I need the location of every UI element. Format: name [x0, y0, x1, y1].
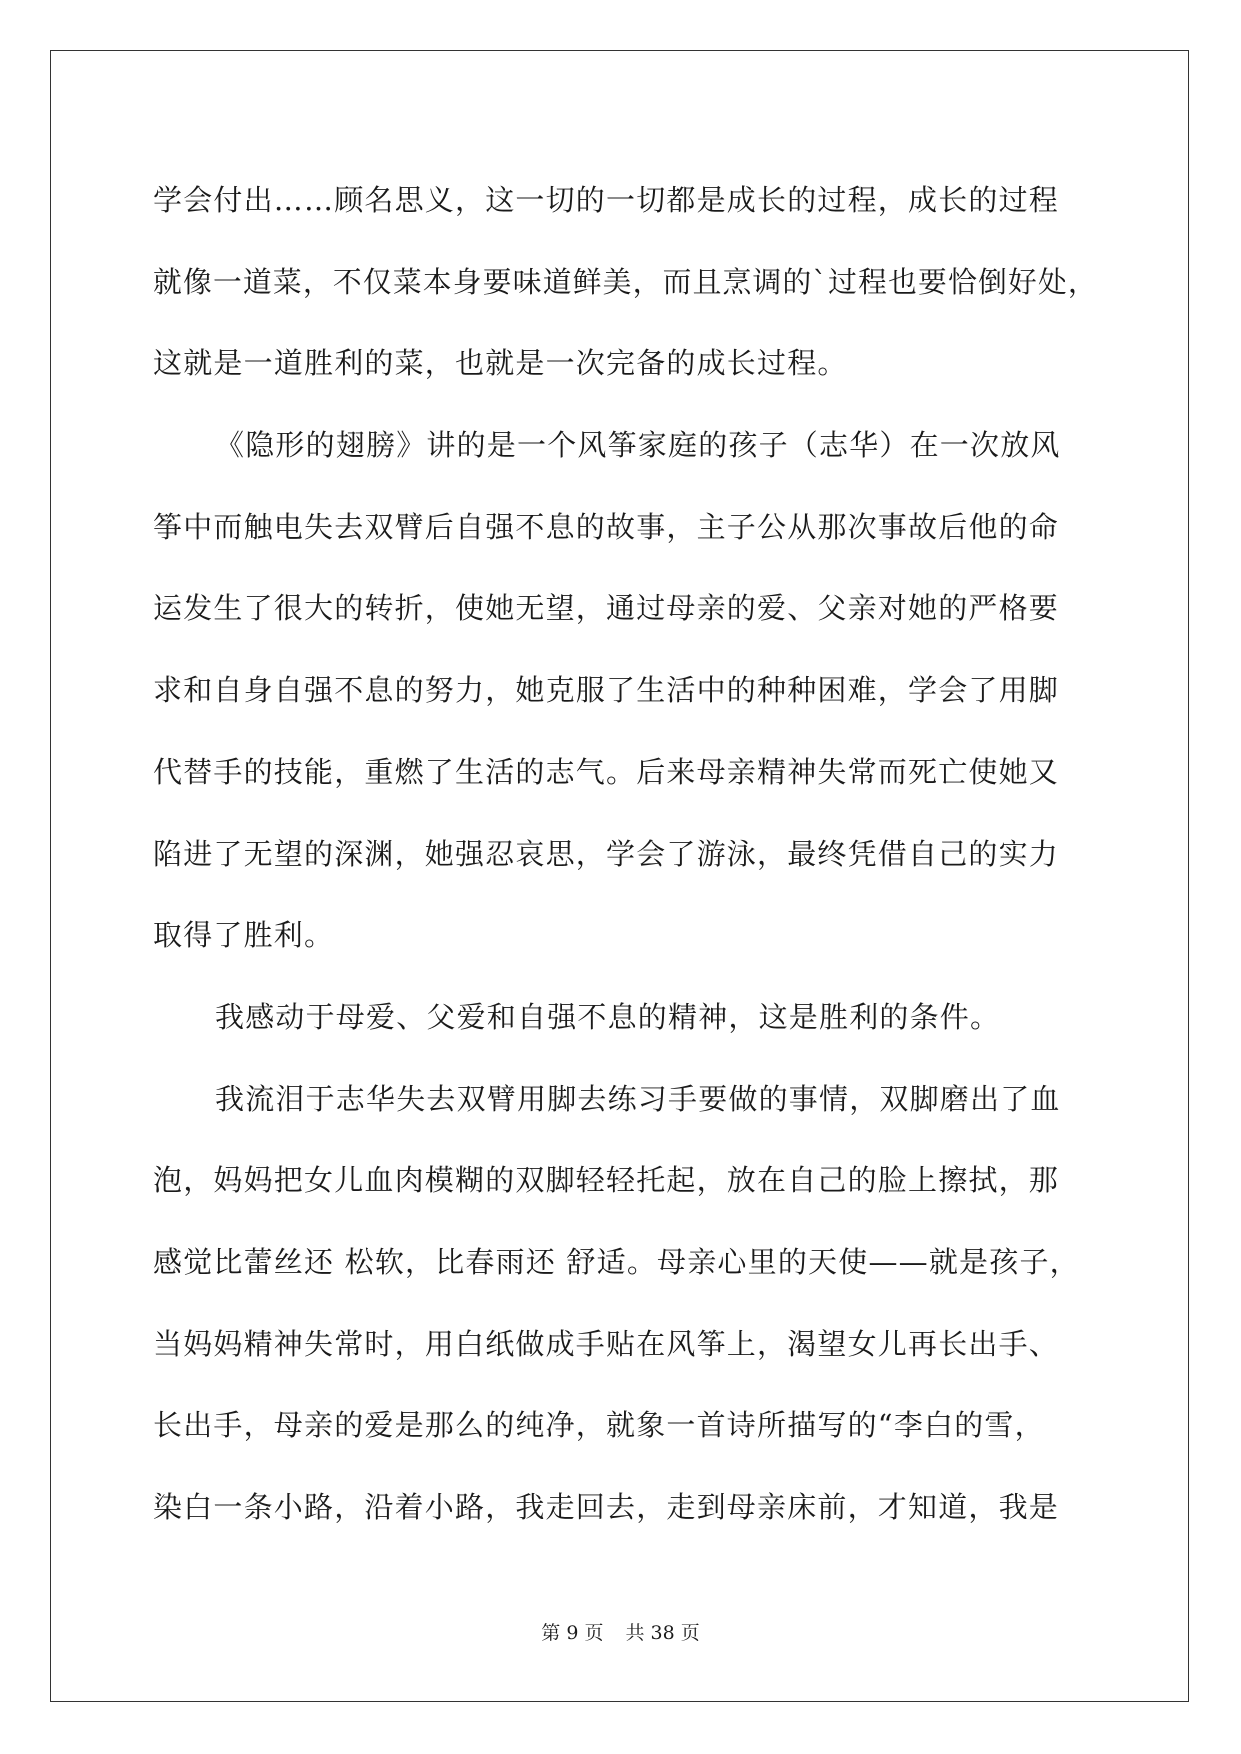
text-line: 当妈妈精神失常时，用白纸做成手贴在风筝上，渴望女儿再长出手、 [153, 1326, 1060, 1361]
text-line: 取得了胜利。 [153, 918, 335, 953]
text-line: 运发生了很大的转折，使她无望，通过母亲的爱、父亲对她的严格要 [153, 591, 1060, 626]
text-line: 筝中而触电失去双臂后自强不息的故事，主子公从那次事故后他的命 [153, 509, 1060, 544]
text-line: 染白一条小路，沿着小路，我走回去，走到母亲床前，才知道，我是 [153, 1490, 1060, 1524]
text-line: 泡，妈妈把女儿血肉模糊的双脚轻轻托起，放在自己的脸上擦拭，那 [153, 1163, 1060, 1198]
text-line: 《隐形的翅膀》讲的是一个风筝家庭的孩子（志华）在一次放风 [215, 428, 1061, 463]
text-line: 就像一道菜，不仅菜本身要味道鲜美，而且烹调的`过程也要恰倒好处， [153, 264, 1098, 299]
page-footer [0, 1618, 1241, 1645]
document-body [153, 160, 1098, 1549]
paragraph-3 [153, 977, 1098, 1059]
page-total: 共 38 页 [625, 1622, 700, 1644]
text-line: 长出手，母亲的爱是那么的纯净，就象一首诗所描写的“李白的雪， [153, 1408, 1045, 1443]
paragraph-4 [153, 1059, 1098, 1549]
text-line: 这就是一道胜利的菜，也就是一次完备的成长过程。 [153, 346, 848, 381]
paragraph-1 [153, 160, 1098, 405]
text-line: 我感动于母爱、父爱和自强不息的精神，这是胜利的条件。 [215, 999, 1001, 1034]
text-line: 学会付出……顾名思义，这一切的一切都是成长的过程，成长的过程 [153, 183, 1060, 217]
text-line: 代替手的技能，重燃了生活的志气。后来母亲精神失常而死亡使她又 [153, 754, 1060, 789]
text-line: 感觉比蕾丝还 松软，比春雨还 舒适。母亲心里的天使——就是孩子， [153, 1244, 1080, 1279]
text-line: 求和自身自强不息的努力，她克服了生活中的种种困难，学会了用脚 [153, 673, 1060, 708]
page-number: 第 9 页 [541, 1622, 604, 1644]
text-line: 陷进了无望的深渊，她强忍哀思，学会了游泳，最终凭借自己的实力 [153, 836, 1060, 871]
text-line: 我流泪于志华失去双臂用脚去练习手要做的事情，双脚磨出了血 [215, 1081, 1061, 1116]
paragraph-2 [153, 405, 1098, 977]
